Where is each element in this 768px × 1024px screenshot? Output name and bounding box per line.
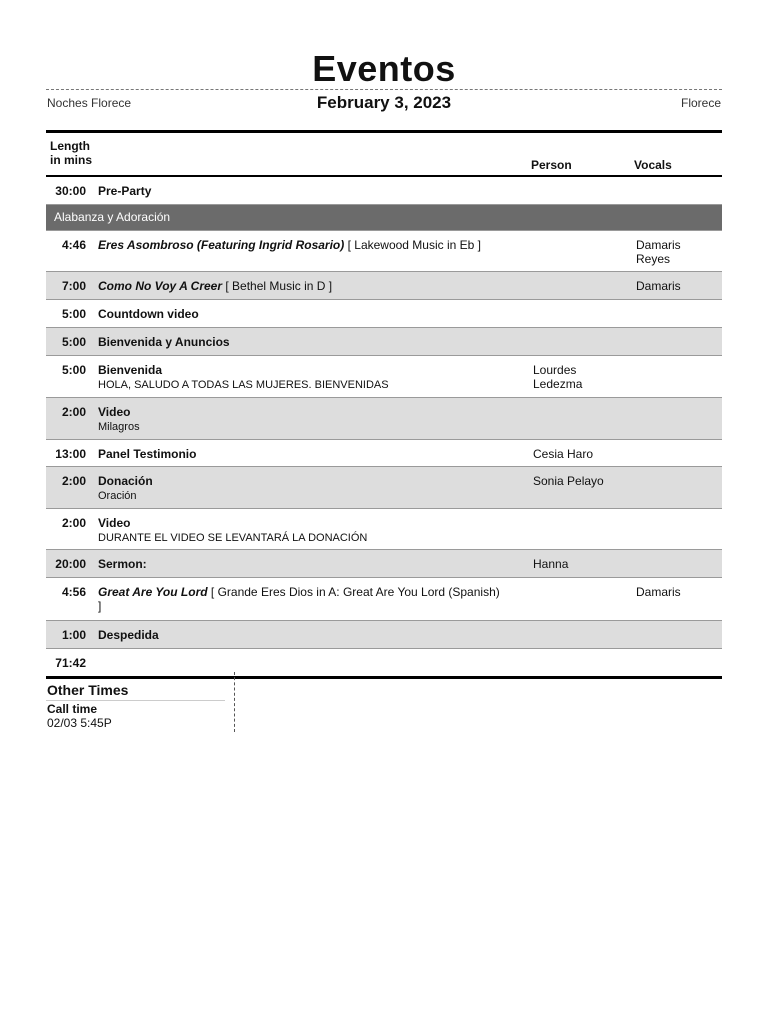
table-row bbox=[46, 398, 722, 440]
table-row bbox=[46, 509, 722, 550]
person-name: Lourdes bbox=[533, 363, 577, 377]
table-row bbox=[46, 300, 722, 328]
vocalist: Reyes bbox=[636, 252, 671, 266]
vocalist: Damaris bbox=[636, 238, 681, 252]
item-title: Despedida bbox=[98, 628, 159, 642]
item-title: Video bbox=[98, 405, 131, 419]
song-detail: [ Lakewood Music in Eb ] bbox=[344, 238, 481, 252]
item-length: 2:00 bbox=[61, 405, 86, 419]
item-note: Milagros bbox=[98, 421, 140, 433]
table-row bbox=[46, 467, 722, 509]
section-header: Alabanza y Adoración bbox=[46, 205, 722, 231]
vocals-column-header: Vocals bbox=[634, 158, 672, 172]
order-of-service-table bbox=[46, 130, 722, 679]
item-note: Oración bbox=[98, 490, 137, 502]
item-length: 5:00 bbox=[61, 307, 86, 321]
song-title: Eres Asombroso (Featuring Ingrid Rosario) bbox=[98, 238, 345, 252]
item-title: Video bbox=[98, 516, 131, 530]
item-length: 4:46 bbox=[61, 238, 86, 252]
item-title: Countdown video bbox=[98, 307, 199, 321]
song-detail-end: ] bbox=[98, 599, 102, 613]
length-header-line2: in mins bbox=[50, 153, 93, 167]
item-title: Sermon: bbox=[98, 557, 147, 571]
item-title: Panel Testimonio bbox=[98, 447, 197, 461]
other-times-heading: Other Times bbox=[46, 672, 225, 701]
song-detail: [ Grande Eres Dios in A: Great Are You Lord (Spanish) bbox=[207, 585, 500, 599]
table-header bbox=[46, 130, 722, 177]
table-row bbox=[46, 550, 722, 578]
item-title: Bienvenida bbox=[98, 363, 163, 377]
table-row bbox=[46, 177, 722, 205]
table-row bbox=[46, 356, 722, 398]
table-row bbox=[46, 272, 722, 300]
item-length: 30:00 bbox=[55, 184, 86, 198]
item-note: HOLA, SALUDO A TODAS LAS MUJERES. BIENVENIDAS bbox=[98, 379, 389, 391]
table-row bbox=[46, 578, 722, 621]
organization-name: Florece bbox=[680, 96, 721, 110]
item-note: DURANTE EL VIDEO SE LEVANTARÁ LA DONACIÓN bbox=[98, 532, 368, 544]
item-title: Pre-Party bbox=[98, 184, 152, 198]
item-length: 4:56 bbox=[61, 585, 86, 599]
header-divider bbox=[46, 89, 722, 90]
item-length: 7:00 bbox=[61, 279, 86, 293]
song-title: Great Are You Lord bbox=[98, 585, 208, 599]
vocalist: Damaris bbox=[636, 279, 681, 293]
service-date: February 3, 2023 bbox=[316, 93, 452, 112]
item-length: 2:00 bbox=[61, 516, 86, 530]
total-length: 71:42 bbox=[55, 656, 86, 670]
item-length: 2:00 bbox=[61, 474, 86, 488]
item-title: Donación bbox=[98, 474, 153, 488]
call-time-value: 02/03 5:45P bbox=[47, 716, 112, 730]
item-length: 13:00 bbox=[55, 447, 86, 461]
length-header-line1: Length bbox=[50, 139, 90, 153]
item-length: 5:00 bbox=[61, 335, 86, 349]
person-name: Ledezma bbox=[533, 377, 583, 391]
item-length: 5:00 bbox=[61, 363, 86, 377]
item-length: 1:00 bbox=[61, 628, 86, 642]
page-title: Eventos bbox=[312, 48, 456, 89]
person-name: Hanna bbox=[533, 557, 569, 571]
song-detail: [ Bethel Music in D ] bbox=[222, 279, 333, 293]
table-row bbox=[46, 231, 722, 272]
length-column-header bbox=[50, 139, 92, 167]
call-time-label: Call time bbox=[47, 702, 98, 716]
song-title: Como No Voy A Creer bbox=[98, 279, 223, 293]
table-row bbox=[46, 440, 722, 467]
table-row bbox=[46, 621, 722, 649]
person-column-header: Person bbox=[531, 158, 572, 172]
item-title: Bienvenida y Anuncios bbox=[98, 335, 230, 349]
service-name: Noches Florece bbox=[47, 96, 132, 110]
person-name: Sonia Pelayo bbox=[533, 474, 604, 488]
table-row bbox=[46, 328, 722, 356]
vocalist: Damaris bbox=[636, 585, 681, 599]
item-length: 20:00 bbox=[55, 557, 86, 571]
other-times-panel bbox=[46, 672, 235, 732]
person-name: Cesia Haro bbox=[533, 447, 594, 461]
